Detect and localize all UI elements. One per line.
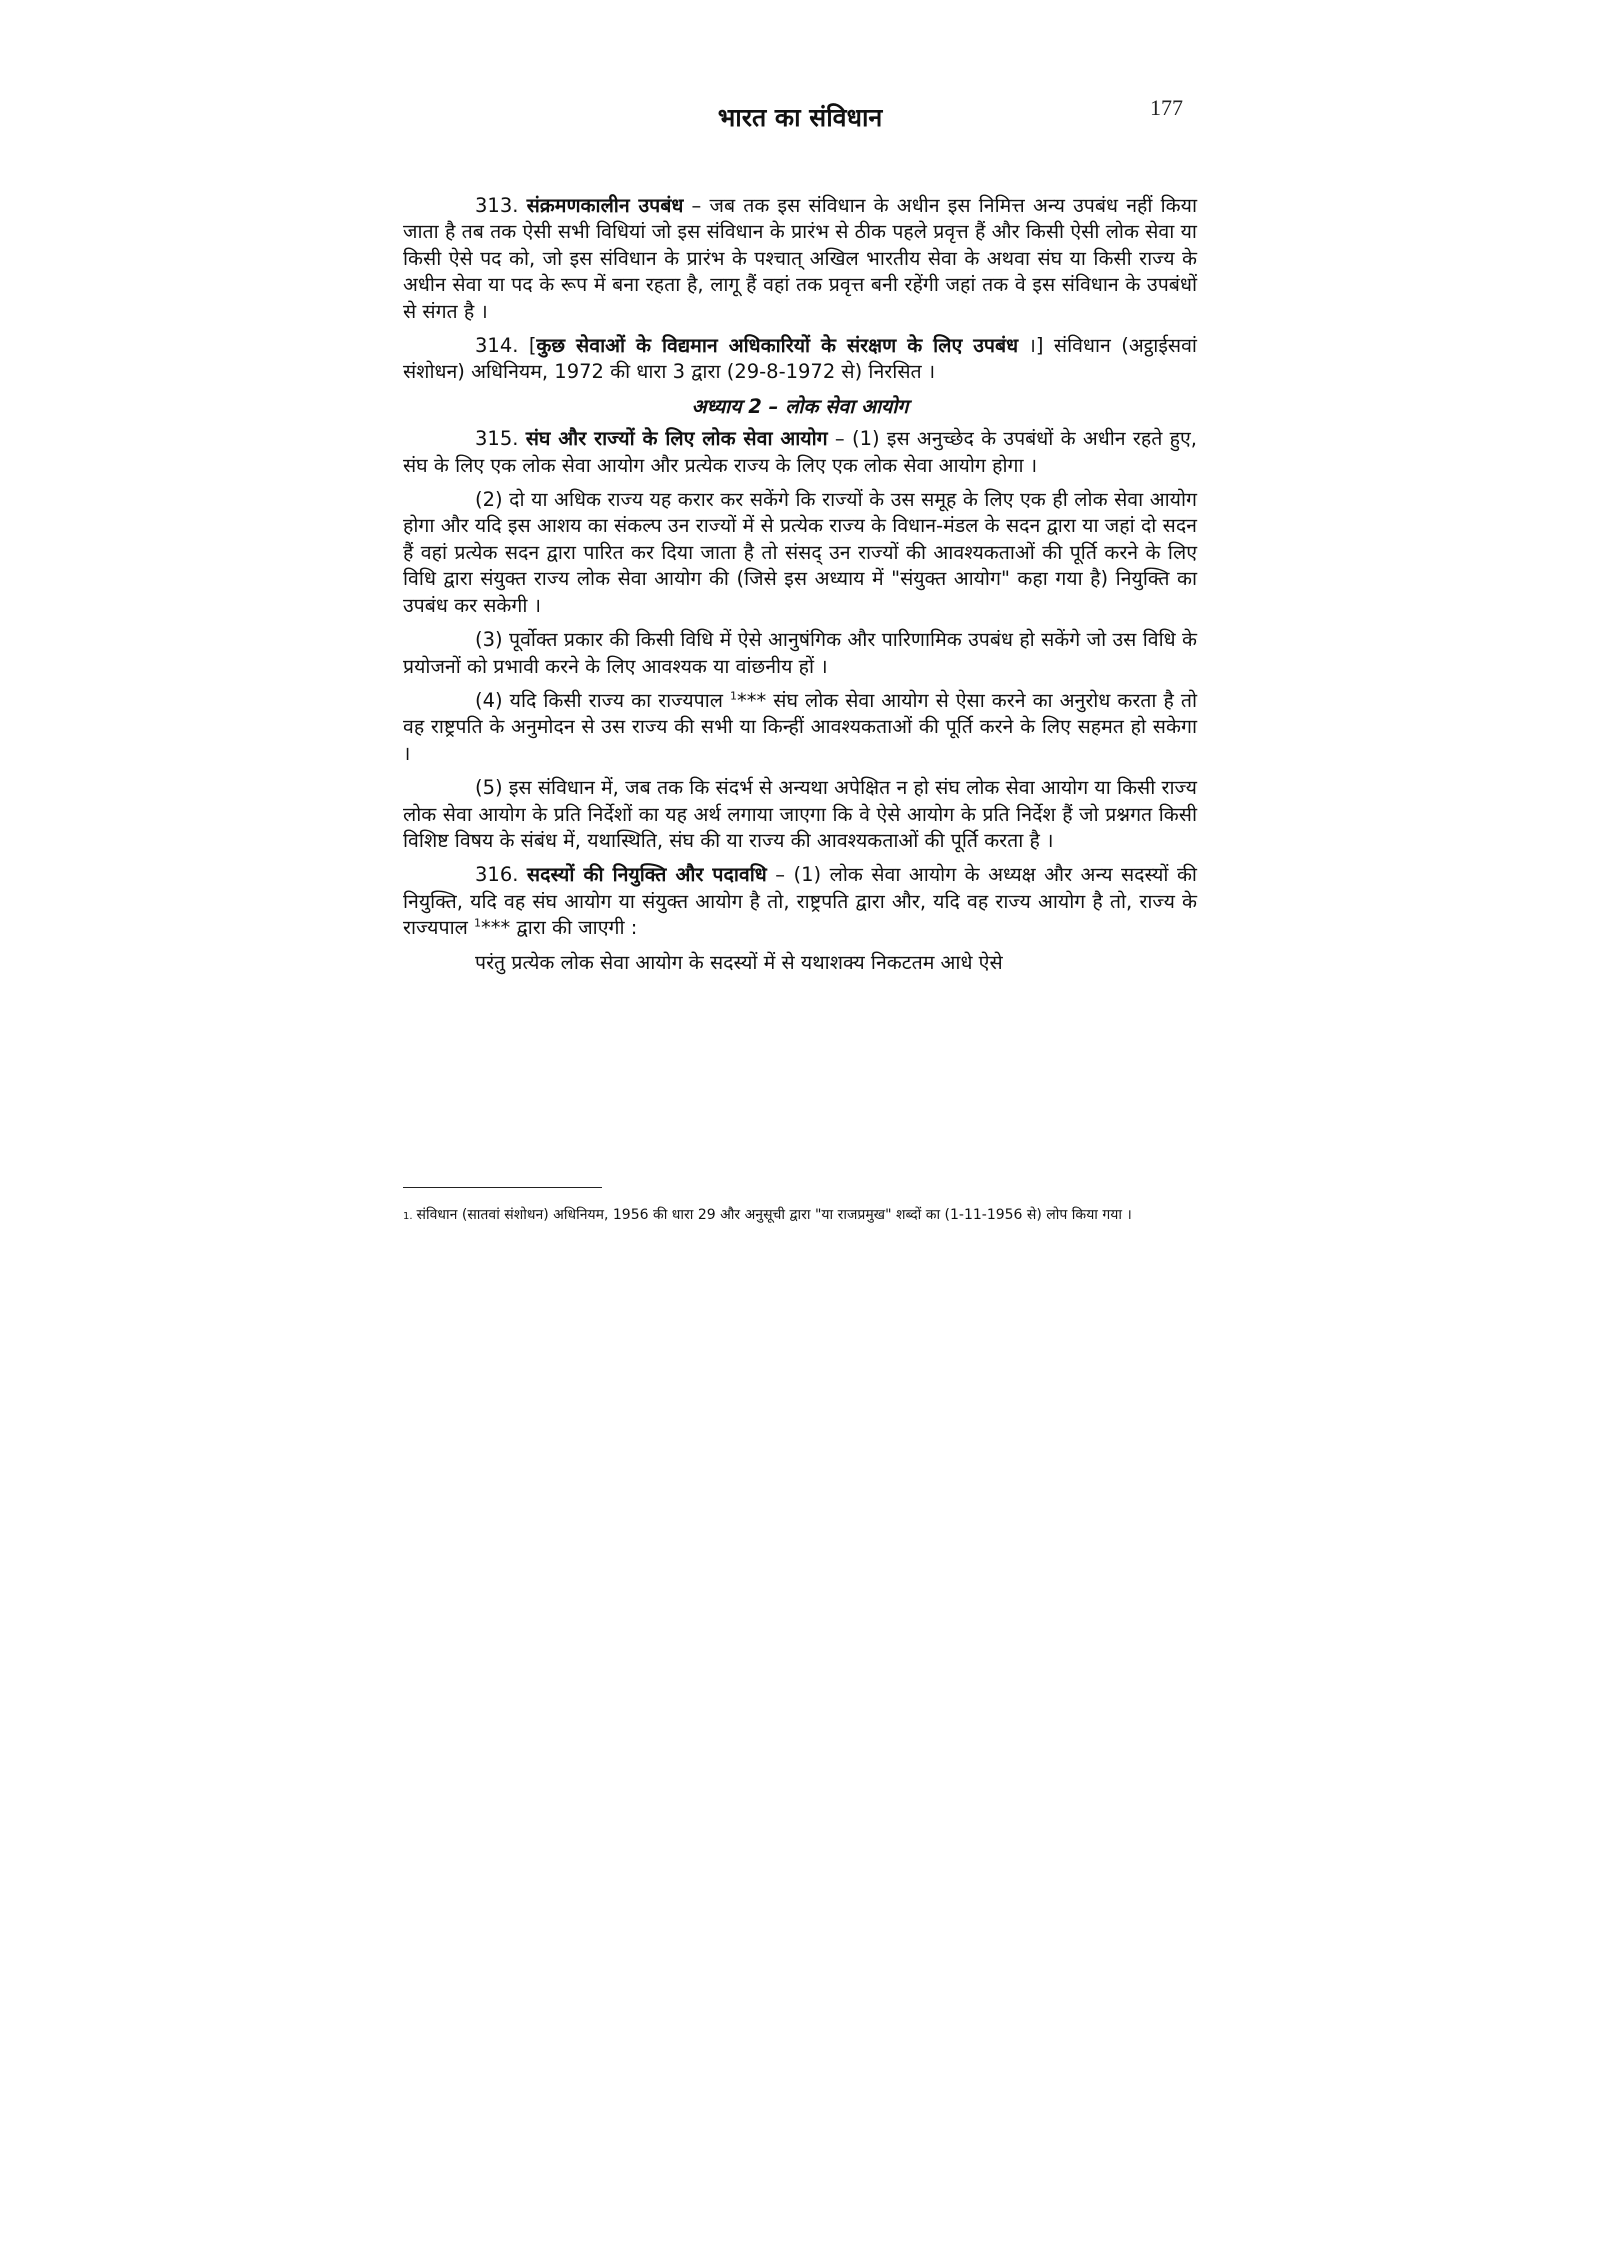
article-313 [403, 193, 1197, 325]
article-number: 314. [475, 334, 529, 358]
page-number: 177 [1150, 95, 1183, 120]
article-heading: कुछ सेवाओं के विद्यमान अधिकारियों के संरक्षण के लिए उपबंध [536, 334, 1019, 358]
article-315 [403, 426, 1197, 479]
article-text: – (1) इस अनुच्छेद के उपबंधों के अधीन रहते हुए, संघ के लिए एक लोक सेवा आयोग और प्रत्येक राज्य के लिए एक लोक सेवा आयोग होगा । [403, 427, 1197, 477]
article-number: 316. [475, 863, 527, 887]
article-315-clause-5: (5) इस संविधान में, जब तक कि संदर्भ से अन्यथा अपेक्षित न हो संघ लोक सेवा आयोग या किसी राज्य लोक सेवा आयोग के प्रति निर्देशों का यह अर्थ लगाया जाएगा कि वे ऐसे आयोग के प्रति निर्देश हैं जो प्रश्नगत किसी विशिष्ट विषय के संबंध में, यथास्थिति, संघ की या राज्य की आवश्यकताओं की पूर्ति करता है । [403, 776, 1197, 852]
article-text: *** द्वारा की जाएगी : [481, 916, 638, 940]
article-316 [403, 862, 1197, 941]
article-heading: संघ और राज्यों के लिए लोक सेवा आयोग [525, 427, 828, 451]
article-315-clause-2: (2) दो या अधिक राज्य यह करार कर सकेंगे कि राज्यों के उस समूह के लिए एक ही लोक सेवा आयोग होगा और यदि इस आशय का संकल्प उन राज्यों में से प्रत्येक राज्य के विधान-मंडल के सदन द्वारा या जहां दो सदन हैं वहां प्रत्येक सदन द्वारा पारित कर दिया जाता है तो संसद् उन राज्यों की आवश्यकताओं की पूर्ति करने के लिए विधि द्वारा संयुक्त राज्य लोक सेवा आयोग की (जिसे इस अध्याय में "संयुक्त आयोग" कहा गया है) नियुक्ति का उपबंध कर सकेगी । [403, 488, 1197, 617]
bracket-open: [ [528, 334, 537, 358]
footnote-text: संविधान (सातवां संशोधन) अधिनियम, 1956 की धारा 29 और अनुसूची द्वारा "या राजप्रमुख" शब्दों का (1-11-1956 से) लोप किया गया । [416, 1207, 1132, 1223]
article-314 [403, 333, 1197, 386]
footnote [403, 1203, 1197, 1229]
document-body [403, 193, 1197, 984]
footnote-ref[interactable]: 1 [730, 689, 737, 703]
page-title: भारत का संविधान [717, 103, 883, 132]
article-number: 315. [475, 427, 526, 451]
article-number: 313. [475, 194, 527, 217]
article-text: – जब तक इस संविधान के अधीन इस निमित्त अन्य उपबंध नहीं किया जाता है तब तक ऐसी सभी विधियां जो इस संविधान के प्रारंभ से ठीक पहले प्रवृत्त हैं और किसी ऐसी लोक सेवा या किसी ऐसे पद को, जो इस संविधान के प्रारंभ के पश्चात् अखिल भारतीय सेवा के अथवा संघ या किसी राज्य के अधीन सेवा या पद के रूप में बना रहता है, लागू हैं वहां तक प्रवृत्त बनी रहेंगी जहां तक वे इस संविधान के उपबंधों से संगत है । [403, 194, 1198, 323]
chapter-heading: अध्याय 2 – लोक सेवा आयोग [691, 394, 909, 418]
article-316-proviso: परंतु प्रत्येक लोक सेवा आयोग के सदस्यों में से यथाशक्य निकटतम आधे ऐसे [475, 950, 1003, 974]
article-heading: सदस्यों की नियुक्ति और पदावधि [526, 863, 767, 887]
footnote-divider [403, 1187, 602, 1188]
article-315-clause-3: (3) पूर्वोक्त प्रकार की किसी विधि में ऐसे आनुषंगिक और पारिणामिक उपबंध हो सकेंगे जो उस विधि के प्रयोजनों को प्रभावी करने के लिए आवश्यक या वांछनीय हों । [403, 628, 1197, 678]
article-heading: संक्रमणकालीन उपबंध [526, 194, 684, 217]
footnote-ref[interactable]: 1 [474, 916, 482, 930]
article-text: – (1) लोक सेवा आयोग के अध्यक्ष और अन्य सदस्यों की नियुक्ति, यदि वह संघ आयोग या संयुक्त आयोग है तो, राष्ट्रपति द्वारा और, यदि वह राज्य आयोग है तो, राज्य के राज्यपाल [403, 863, 1197, 940]
bracket-close: ।] [1018, 334, 1044, 358]
footnote-mark: 1. [403, 1211, 413, 1222]
clause-text: (4) यदि किसी राज्य का राज्यपाल [475, 688, 730, 712]
clause-text: *** संघ लोक सेवा आयोग से ऐसा करने का अनुरोध करता है तो वह राष्ट्रपति के अनुमोदन से उस राज्य की सभी या किन्हीं आवश्यकताओं की पूर्ति करने के लिए सहमत हो सकेगा । [403, 688, 1197, 765]
article-text: संविधान (अट्ठाईसवां संशोधन) अधिनियम, 1972 की धारा 3 द्वारा (29-8-1972 से) निरसित । [403, 334, 1197, 384]
article-315-clause-4 [403, 688, 1197, 767]
